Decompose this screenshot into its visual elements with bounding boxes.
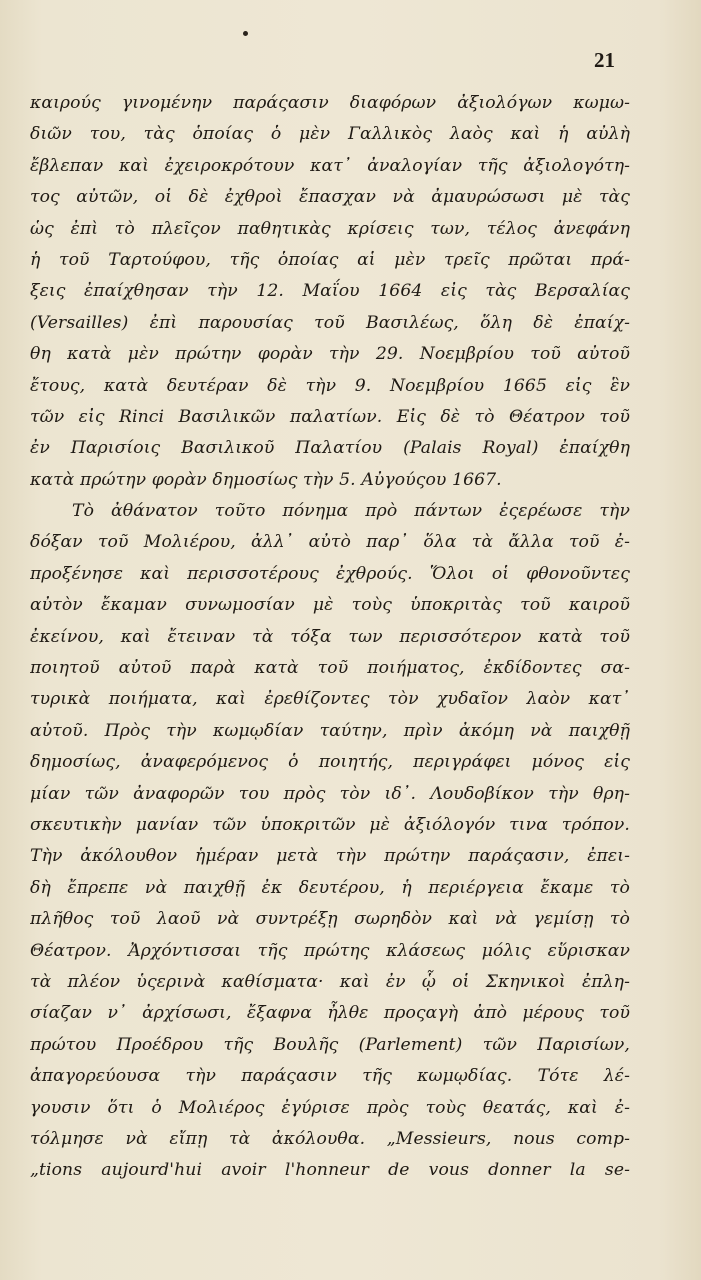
text-line: ἀπαγορεύουσα τὴν παράςασιν τῆς κωμῳδίας. Τότε λέ- <box>30 1066 630 1087</box>
text-line: πλῆθος τοῦ λαοῦ νὰ συντρέξῃ σωρηδὸν καὶ νὰ γεμίσῃ τὸ <box>30 909 630 930</box>
text-line: τὰ πλέον ὑςερινὰ καθίσματα· καὶ ἐν ᾧ οἱ Σκηνικοὶ ἐπλη- <box>30 971 630 992</box>
text-line: κατὰ πρώτην φορὰν δημοσίως τὴν 5. Αὐγούςου 1667. <box>30 469 502 490</box>
text-line: πρώτου Προέδρου τῆς Βουλῆς (Parlement) τῶν Παρισίων, <box>30 1034 630 1055</box>
text-line: „tions aujourd'hui avoir l'honneur de vous donner la se- <box>30 1160 630 1181</box>
text-line: τῶν εἰς Rinci Βασιλικῶν παλατίων. Εἰς δὲ τὸ Θέατρον τοῦ <box>30 406 630 427</box>
text-line: ἔβλεπαν καὶ ἐχειροκρότουν κατ᾽ ἀναλογίαν τῆς ἀξιολογότη- <box>30 155 630 176</box>
text-line: τυρικὰ ποιήματα, καὶ ἐρεθίζοντες τὸν χυδαῖον λαὸν κατ᾽ <box>30 689 630 710</box>
body-text <box>30 88 630 1187</box>
text-line: ἐν Παρισίοις Βασιλικοῦ Παλατίου (Palais Royal) ἐπαίχθη <box>30 438 630 459</box>
text-line: μίαν τῶν ἀναφορῶν του πρὸς τὸν ιδ᾽. Λουδοβίκον τὴν θρη- <box>30 783 630 804</box>
text-line: ὡς ἐπὶ τὸ πλεῖςον παθητικὰς κρίσεις των, τέλος ἀνεφάνη <box>30 218 630 239</box>
text-line: τόλμησε νὰ εἴπῃ τὰ ἀκόλουθα. „Messieurs, nous comp- <box>30 1128 630 1149</box>
text-line: τος αὐτῶν, οἱ δὲ ἐχθροὶ ἔπασχαν νὰ ἀμαυρώσωσι μὲ τὰς <box>30 187 630 208</box>
text-line: αὐτὸν ἔκαμαν συνωμοσίαν μὲ τοὺς ὑποκριτὰς τοῦ καιροῦ <box>30 595 630 616</box>
text-line: ποιητοῦ αὐτοῦ παρὰ κατὰ τοῦ ποιήματος, ἐκδίδοντες σα- <box>30 658 630 679</box>
text-line: καιρούς γινομένην παράςασιν διαφόρων ἀξιολόγων κωμω- <box>30 93 630 113</box>
text-line: θη κατὰ μὲν πρώτην φορὰν τὴν 29. Νοεμβρίου τοῦ αὐτοῦ <box>30 344 630 365</box>
text-line: δόξαν τοῦ Μολιέρου, ἀλλ᾽ αὐτὸ παρ᾽ ὅλα τὰ ἄλλα τοῦ ἐ- <box>30 532 630 553</box>
text-line: (Versailles) ἐπὶ παρουσίας τοῦ Βασιλέως, ὅλη δὲ ἐπαίχ- <box>30 312 630 333</box>
text-line: δὴ ἔπρεπε νὰ παιχθῇ ἐκ δευτέρου, ἡ περιέργεια ἔκαμε τὸ <box>30 877 630 898</box>
text-line: προξένησε καὶ περισσοτέρους ἐχθρούς. Ὅλοι οἱ φθονοῦντες <box>30 563 630 584</box>
print-mark <box>243 31 248 36</box>
text-line: ἐκείνου, καὶ ἔτειναν τὰ τόξα των περισσότερον κατὰ τοῦ <box>30 626 630 647</box>
text-line: ἡ τοῦ Ταρτούφου, τῆς ὁποίας αἱ μὲν τρεῖς πρῶται πρά- <box>30 249 630 270</box>
text-line: διῶν του, τὰς ὁποίας ὁ μὲν Γαλλικὸς λαὸς καὶ ἡ αὐλὴ <box>30 124 630 145</box>
text-line: Θέατρον. Ἀρχόντισσαι τῆς πρώτης κλάσεως μόλις εὕρισκαν <box>30 940 630 961</box>
text-line: ἔτους, κατὰ δευτέραν δὲ τὴν 9. Νοεμβρίου 1665 εἰς ἓν <box>30 375 630 396</box>
text-line: γουσιν ὅτι ὁ Μολιέρος ἐγύρισε πρὸς τοὺς θεατάς, καὶ ἐ- <box>30 1097 630 1118</box>
text-line: σκευτικὴν μανίαν τῶν ὑποκριτῶν μὲ ἀξιόλογόν τινα τρόπον. <box>30 814 630 835</box>
text-line: Τὸ ἀθάνατον τοῦτο πόνημα πρὸ πάντων ἐςερέωσε τὴν <box>72 501 630 522</box>
text-line: δημοσίως, ἀναφερόμενος ὁ ποιητής, περιγράφει μόνος εἰς <box>30 752 630 773</box>
text-line: Τὴν ἀκόλουθον ἡμέραν μετὰ τὴν πρώτην παράςασιν, ἐπει- <box>30 846 630 867</box>
text-line: σίαζαν ν᾽ ἀρχίσωσι, ἔξαφνα ἦλθε προςαγὴ ἀπὸ μέρους τοῦ <box>30 1003 630 1024</box>
page-number: 21 <box>594 48 615 72</box>
text-line: ξεις ἐπαίχθησαν τὴν 12. Μαΐου 1664 εἰς τὰς Βερσαλίας <box>30 281 630 302</box>
text-line: αὐτοῦ. Πρὸς τὴν κωμῳδίαν ταύτην, πρὶν ἀκόμη νὰ παιχθῇ <box>30 720 630 741</box>
